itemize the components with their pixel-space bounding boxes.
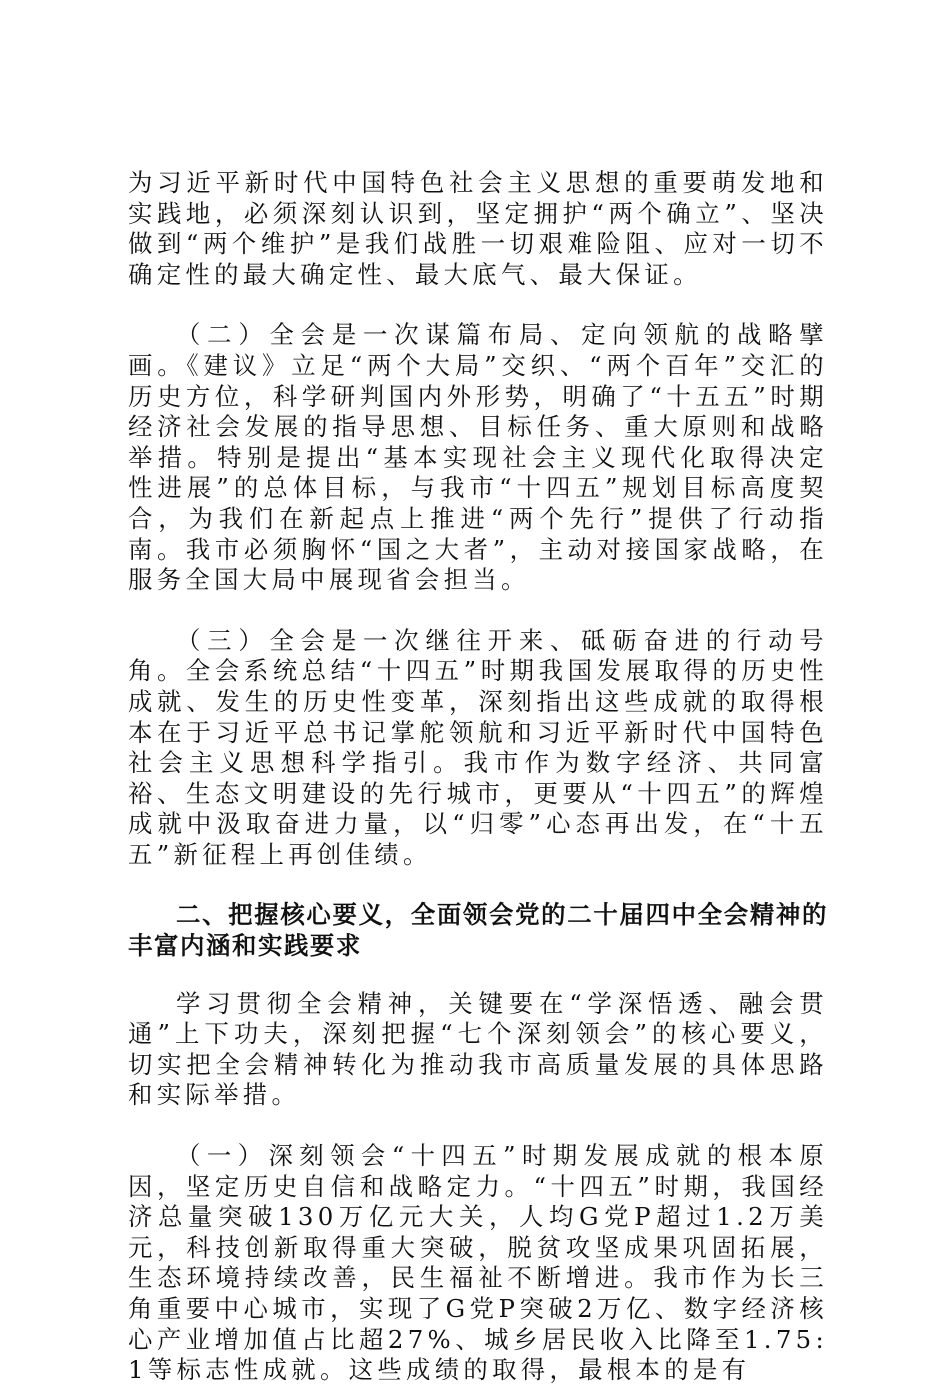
body-paragraph-section-3: （三）全会是一次继往开来、砥砺奋进的行动号角。全会系统总结“十四五”时期我国发展取得的历史性成就、发生的历史性变革，深刻指出这些成就的取得根本在于习近平总书记掌舵领航和习近平新时代中国特色社会主义思想科学指引。我市作为数字经济、共同富裕、生态文明建设的先行城市，更要从“十四五”的辉煌成就中汲取奋进力量，以“归零”心态再出发，在“十五五”新征程上再创佳绩。 — [128, 625, 828, 869]
body-paragraph-subsection-1: （一）深刻领会“十四五”时期发展成就的根本原因，坚定历史自信和战略定力。“十四五”时期，我国经济总量突破130万亿元大关，人均G党P超过1.2万美元，科技创新取得重大突破，脱贫攻坚成果巩固拓展，生态环境持续改善，民生福祉不断增进。我市作为长三角重要中心城市，实现了G党P突破2万亿、数字经济核心产业增加值占比超27%、城乡居民收入比降至1.75:1等标志性成就。这些成绩的取得，最根本的是有 — [128, 1141, 828, 1385]
section-heading: 二、把握核心要义，全面领会党的二十届四中全会精神的丰富内涵和实践要求 — [128, 900, 828, 961]
body-paragraph-continued: 为习近平新时代中国特色社会主义思想的重要萌发地和实践地，必须深刻认识到，坚定拥护“两个确立”、坚决做到“两个维护”是我们战胜一切艰难险阻、应对一切不确定性的最大确定性、最大底气、最大保证。 — [128, 168, 828, 289]
body-paragraph-section-2: （二）全会是一次谋篇布局、定向领航的战略擘画。《建议》立足“两个大局”交织、“两个百年”交汇的历史方位，科学研判国内外形势，明确了“十五五”时期经济社会发展的指导思想、目标任务、重大原则和战略举措。特别是提出“基本实现社会主义现代化取得决定性进展”的总体目标，与我市“十四五”规划目标高度契合，为我们在新起点上推进“两个先行”提供了行动指南。我市必须胸怀“国之大者”，主动对接国家战略，在服务全国大局中展现省会担当。 — [128, 320, 828, 595]
document-page — [128, 168, 828, 1386]
body-paragraph-intro: 学习贯彻全会精神，关键要在“学深悟透、融会贯通”上下功夫，深刻把握“七个深刻领会”的核心要义，切实把全会精神转化为推动我市高质量发展的具体思路和实际举措。 — [128, 988, 828, 1110]
